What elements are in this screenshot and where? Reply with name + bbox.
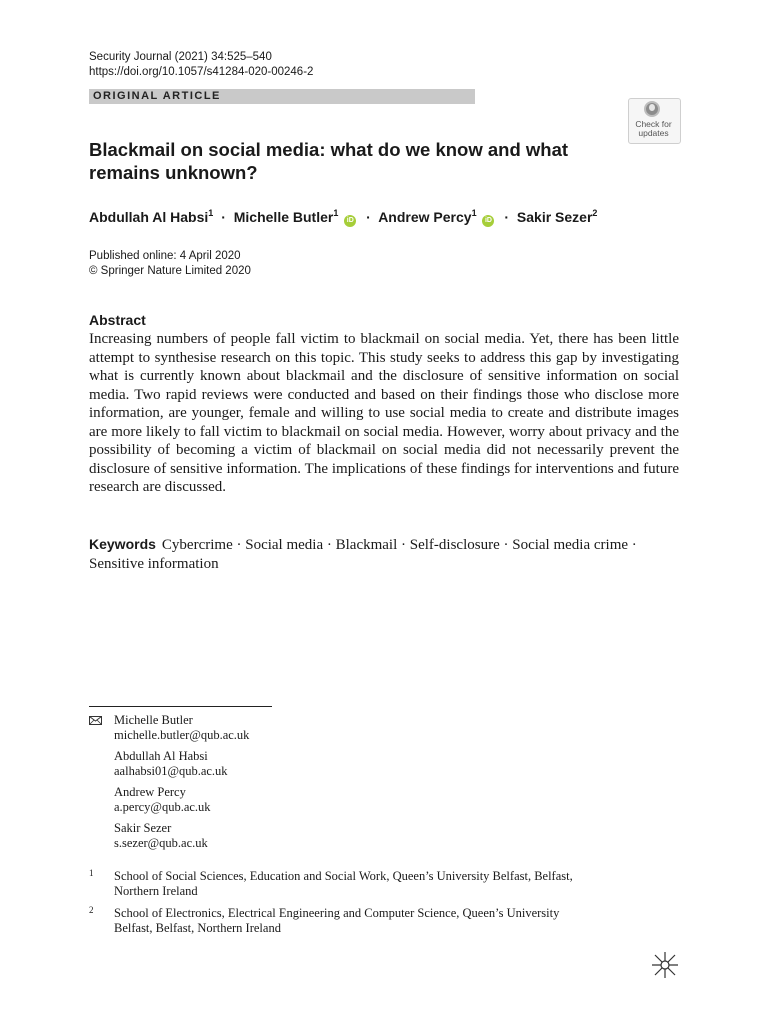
contact-entry bbox=[114, 713, 249, 743]
affiliation-line: School of Electronics, Electrical Engineering and Computer Science, Queen’s University bbox=[114, 906, 560, 920]
envelope-icon bbox=[89, 716, 102, 725]
doi-link[interactable]: https://doi.org/10.1057/s41284-020-00246-2 bbox=[89, 66, 314, 78]
article-type-banner: ORIGINAL ARTICLE bbox=[89, 89, 475, 104]
contact-name: Andrew Percy bbox=[114, 785, 186, 799]
check-for-updates-line1: Check for bbox=[635, 119, 672, 129]
check-for-updates-badge[interactable] bbox=[628, 98, 679, 142]
journal-citation: Security Journal (2021) 34:525–540 bbox=[89, 51, 272, 63]
author-name: Abdullah Al Habsi bbox=[89, 209, 209, 225]
affiliation-number: 2 bbox=[89, 905, 94, 915]
contact-list bbox=[114, 713, 249, 857]
abstract-text: Increasing numbers of people fall victim to blackmail on social media. Yet, there has been little attempt to synthesise research on this topic. This study seeks to address this gap by investigating what is currently known about blackmail and the disclosure of sensitive information on social media. Two rapid reviews were conducted and based on their findings those who disclose more information, are younger, female and willing to use social media to create and distribute images are more likely to fall victim to blackmail on social media. However, worry about privacy and the possibility of becoming a victim of blackmail on social media did not necessarily prevent the disclosure of sensitive information. The implications of these findings for interventions and future research are discussed. bbox=[89, 331, 679, 495]
footnote-divider bbox=[89, 706, 272, 707]
contact-email[interactable]: s.sezer@qub.ac.uk bbox=[114, 836, 208, 850]
contact-entry bbox=[114, 749, 249, 779]
article-title bbox=[89, 138, 629, 184]
affiliation-line: School of Social Sciences, Education and Social Work, Queen’s University Belfast, Belfast, bbox=[114, 869, 573, 883]
contact-email[interactable]: aalhabsi01@qub.ac.uk bbox=[114, 764, 228, 778]
check-for-updates-line2: updates bbox=[638, 128, 669, 138]
contact-entry bbox=[114, 785, 249, 815]
affiliation-line: Belfast, Belfast, Northern Ireland bbox=[114, 921, 281, 935]
title-line-1: Blackmail on social media: what do we know and what bbox=[89, 139, 569, 160]
springer-logo-icon bbox=[650, 950, 680, 980]
author-separator: · bbox=[366, 209, 371, 225]
copyright: © Springer Nature Limited 2020 bbox=[89, 265, 251, 277]
orcid-icon[interactable]: iD bbox=[482, 215, 494, 227]
author-name: Andrew Percy bbox=[378, 209, 472, 225]
contact-name: Michelle Butler bbox=[114, 713, 193, 727]
affiliation-line: Northern Ireland bbox=[114, 884, 198, 898]
author-affiliation: 2 bbox=[592, 208, 598, 218]
author-separator: · bbox=[221, 209, 226, 225]
published-date: Published online: 4 April 2020 bbox=[89, 250, 241, 262]
title-line-2: remains unknown? bbox=[89, 162, 258, 183]
journal-header bbox=[89, 50, 313, 80]
contact-email[interactable]: a.percy@qub.ac.uk bbox=[114, 800, 211, 814]
affiliation-1 bbox=[89, 869, 649, 899]
orcid-icon[interactable]: iD bbox=[344, 215, 356, 227]
keywords bbox=[89, 535, 679, 574]
contact-name: Sakir Sezer bbox=[114, 821, 172, 835]
author-list bbox=[89, 207, 597, 227]
author-affiliation: 1 bbox=[208, 208, 214, 218]
author-name: Sakir Sezer bbox=[516, 209, 593, 225]
abstract-heading: Abstract bbox=[89, 312, 146, 328]
contact-name: Abdullah Al Habsi bbox=[114, 749, 208, 763]
author-affiliation: 1 bbox=[471, 208, 477, 218]
keywords-label: Keywords bbox=[89, 536, 156, 552]
affiliation-number: 1 bbox=[89, 868, 94, 878]
publication-info bbox=[89, 249, 251, 279]
contact-email[interactable]: michelle.butler@qub.ac.uk bbox=[114, 728, 250, 742]
author-name: Michelle Butler bbox=[233, 209, 334, 225]
affiliation-2 bbox=[89, 906, 649, 936]
author-affiliation: 1 bbox=[333, 208, 339, 218]
contact-entry bbox=[114, 821, 249, 851]
keywords-text: Cybercrime · Social media · Blackmail · Self-disclosure · Social media crime · Sensitive information bbox=[89, 537, 637, 572]
author-separator: · bbox=[504, 209, 510, 225]
